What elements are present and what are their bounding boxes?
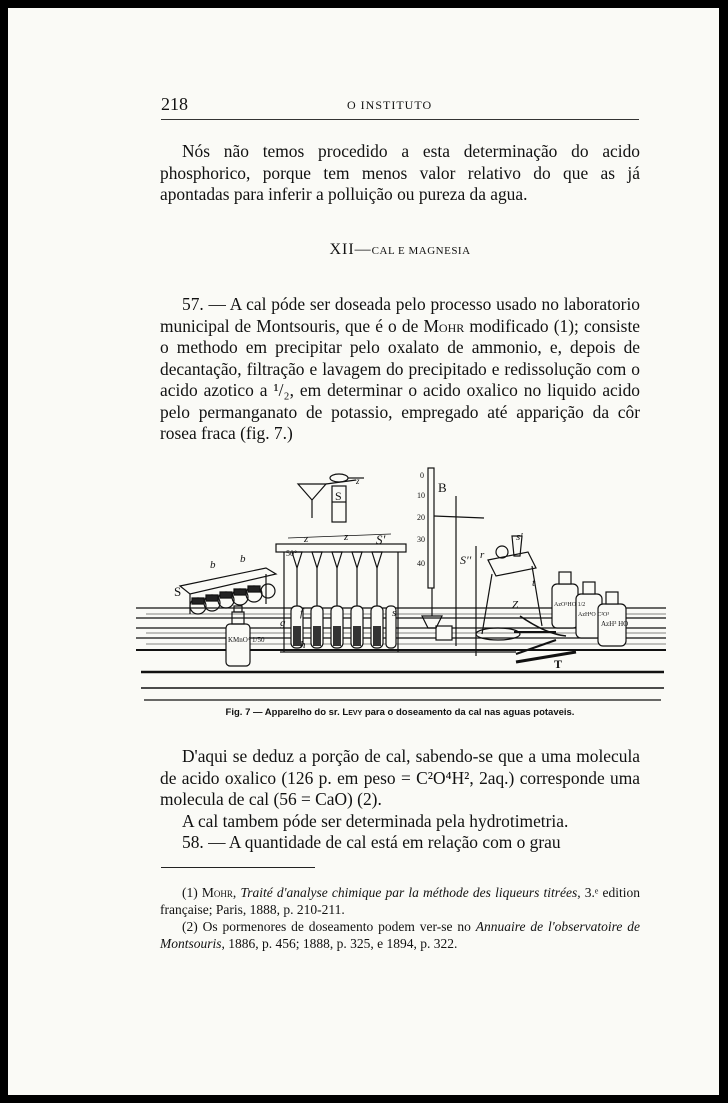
- figure-caption: [160, 707, 640, 718]
- section-title: CAL E MAGNESIA: [371, 245, 471, 257]
- bottle-label-3: AzH⁴O C²O³: [578, 612, 610, 618]
- caption-prefix: Fig. 7 — Apparelho do sr.: [225, 707, 343, 718]
- scale-30: 30: [417, 535, 425, 544]
- label-inset-S: S: [335, 489, 342, 503]
- label-S: S: [174, 584, 182, 599]
- label-t: t: [532, 577, 536, 589]
- scale-10: 10: [417, 491, 425, 500]
- label-50-deg: 50°: [286, 549, 298, 558]
- label-inset-z: z: [356, 476, 360, 486]
- bottle-label-4: AzH³ HO: [601, 620, 629, 628]
- page-number: 218: [161, 94, 188, 114]
- footnote-1-rest: , 3.ᵉ edition française; Paris, 1888, p. 210-211.: [160, 885, 640, 917]
- apparatus-illustration: [136, 456, 666, 706]
- flask-rack-left: [180, 568, 276, 614]
- paragraph-57-number: 57. —: [182, 294, 230, 314]
- paragraph-intro: Nós não temos procedido a esta determinação do acido phosphorico, porque tem menos valor relativo do que as já apontadas para inferir a polluição ou pureza da agua.: [160, 141, 640, 204]
- label-z1: z: [304, 533, 309, 545]
- body-after-figure: [160, 746, 640, 854]
- scale-20: 20: [417, 513, 425, 522]
- paragraph-57: [160, 294, 640, 445]
- section-heading: [160, 241, 640, 259]
- label-S-prime: S': [376, 532, 386, 547]
- scale-0: 0: [420, 471, 424, 480]
- label-s-prime: s': [516, 531, 523, 543]
- footnote-1-title: Traité d'analyse chimique par la méthode des liqueurs titrées: [240, 885, 578, 900]
- label-b2: b: [240, 553, 246, 565]
- inset-funnel: [298, 474, 364, 522]
- bottle-label-2: AzO⁵HO 1/2: [554, 602, 586, 608]
- label-Z: Z: [512, 599, 519, 611]
- caption-suffix: para o doseamento da cal nas aguas potaveis.: [362, 707, 575, 718]
- running-title: O INSTITUTO: [347, 98, 433, 112]
- footnotes: [160, 884, 640, 952]
- paragraph-57-text-b: modificado (1); consiste o methodo em precipitar pelo oxalato de ammonio, e, depois de decantação, filtração e lavagem do precipitado e redissolução com o acido azotico a ¹/₂, em determinar o acido oxalico no liquido acido pelo permanganato de potassio, empregado até apparição da côr rosea fraca (fig. 7.): [160, 315, 640, 443]
- label-B: B: [438, 480, 447, 495]
- paragraph-57-author: Mohr: [423, 315, 465, 336]
- label-z2: z: [344, 531, 349, 543]
- footnote-2-rest: , 1886, p. 456; 1888, p. 325, e 1894, p. 322.: [221, 936, 458, 951]
- label-r: r: [480, 549, 485, 561]
- label-b1: b: [210, 559, 216, 571]
- footnote-1-separator: ,: [232, 885, 241, 900]
- paragraph-57-text-a: A cal póde ser doseada pelo processo usado no laboratorio municipal de Montsouris, que é o de: [160, 294, 640, 336]
- header-rule: [161, 119, 639, 120]
- footnote-2-text: Os pormenores de doseamento podem ver-se no: [202, 919, 476, 934]
- paragraph-58: 58. — A quantidade de cal está em relação com o grau: [182, 832, 561, 852]
- footnote-2-number: (2): [182, 919, 203, 934]
- footnote-1: [160, 884, 640, 918]
- section-numeral: XII: [329, 241, 355, 258]
- section-dash: —: [354, 241, 372, 258]
- label-f: f: [300, 607, 304, 619]
- label-s-small: s: [392, 607, 397, 619]
- label-T: T: [554, 657, 563, 671]
- rod-T: [516, 652, 576, 662]
- label-S-dbl-prime: S'': [460, 553, 472, 567]
- label-h: h: [300, 639, 306, 651]
- scale-40: 40: [417, 559, 425, 568]
- footnote-1-author: Mohr: [201, 885, 233, 900]
- footnote-2: [160, 918, 640, 952]
- paragraph-deduz: D'aqui se deduz a porção de cal, sabendo-se que a uma molecula de acido oxalico (126 p. em peso = C²O⁴H², 2aq.) corresponde uma molecula de cal (56 = CaO) (2).: [160, 746, 640, 809]
- label-g: g: [280, 617, 286, 629]
- caption-author: Levy: [342, 707, 363, 718]
- footnote-rule: [161, 867, 315, 868]
- paragraph-hydrotimetria: A cal tambem póde ser determinada pela hydrotimetria.: [182, 810, 569, 831]
- footnote-1-number: (1): [182, 885, 202, 900]
- bottle-label-1: KMnO⁴ 1/50: [228, 636, 265, 644]
- footnote-2-title: Annuaire de l'observatoire de Montsouris: [160, 919, 640, 951]
- page: [8, 8, 719, 1095]
